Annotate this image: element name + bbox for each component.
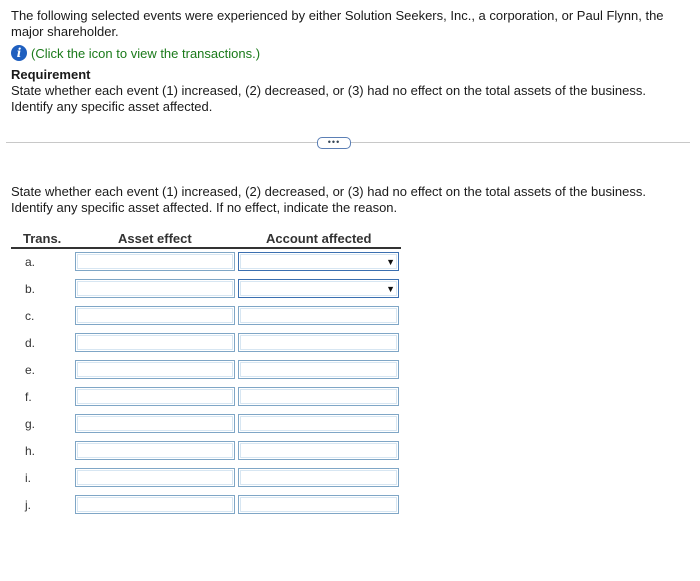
table-row: [11, 332, 401, 359]
asset-effect-input[interactable]: [75, 306, 235, 325]
asset-effect-input[interactable]: [75, 468, 235, 487]
trans-label: i.: [25, 471, 31, 485]
header-trans: Trans.: [23, 231, 62, 246]
table-row: [11, 413, 401, 440]
requirement-text: State whether each event (1) increased, (2) decreased, or (3) had no effect on the total assets of the business. Identify any specific asset affected.: [11, 83, 646, 114]
asset-effect-input[interactable]: [75, 414, 235, 433]
dropdown-arrow-icon[interactable]: ▼: [386, 257, 395, 267]
asset-effect-input[interactable]: [75, 495, 235, 514]
table-row: [11, 467, 401, 494]
account-affected-input[interactable]: [238, 306, 399, 325]
asset-effect-input[interactable]: [75, 279, 235, 298]
trans-label: b.: [25, 282, 36, 296]
account-affected-input[interactable]: [238, 495, 399, 514]
header-account-affected: Account affected: [266, 231, 372, 246]
requirement-title: Requirement: [11, 67, 91, 82]
table-row: [11, 386, 401, 413]
trans-label: f.: [25, 390, 32, 404]
asset-effect-input[interactable]: [75, 252, 235, 271]
instruction-text: State whether each event (1) increased, (2) decreased, or (3) had no effect on the total assets of the business. Identify any specific asset affected. If no effect, indicate the reason.: [11, 184, 646, 215]
account-affected-input[interactable]: [238, 360, 399, 379]
table-row: [11, 494, 401, 521]
info-icon[interactable]: i: [11, 45, 27, 61]
account-affected-input[interactable]: [238, 387, 399, 406]
table-row: [11, 440, 401, 467]
dropdown-arrow-icon[interactable]: ▼: [386, 284, 395, 294]
asset-effect-input[interactable]: [75, 333, 235, 352]
table-row: [11, 359, 401, 386]
expand-button[interactable]: •••: [317, 137, 351, 149]
trans-label: e.: [25, 363, 36, 377]
asset-effect-input[interactable]: [75, 360, 235, 379]
asset-effect-input[interactable]: [75, 441, 235, 460]
account-affected-select[interactable]: [238, 279, 399, 298]
trans-label: d.: [25, 336, 36, 350]
trans-label: g.: [25, 417, 36, 431]
table-row: [11, 278, 401, 305]
account-affected-select[interactable]: [238, 252, 399, 271]
view-transactions-link[interactable]: [11, 45, 260, 61]
trans-label: a.: [25, 255, 36, 269]
account-affected-input[interactable]: [238, 441, 399, 460]
account-affected-input[interactable]: [238, 414, 399, 433]
trans-label: j.: [25, 498, 31, 512]
trans-label: c.: [25, 309, 35, 323]
account-affected-input[interactable]: [238, 468, 399, 487]
account-affected-input[interactable]: [238, 333, 399, 352]
intro-text: The following selected events were experienced by either Solution Seekers, Inc., a corporation, or Paul Flynn, the major shareholder.: [11, 8, 664, 39]
table-row: [11, 251, 401, 278]
header-underline: [11, 247, 401, 249]
header-asset-effect: Asset effect: [118, 231, 192, 246]
trans-label: h.: [25, 444, 36, 458]
view-transactions-label[interactable]: (Click the icon to view the transactions.): [31, 45, 261, 61]
table-row: [11, 305, 401, 332]
asset-effect-input[interactable]: [75, 387, 235, 406]
